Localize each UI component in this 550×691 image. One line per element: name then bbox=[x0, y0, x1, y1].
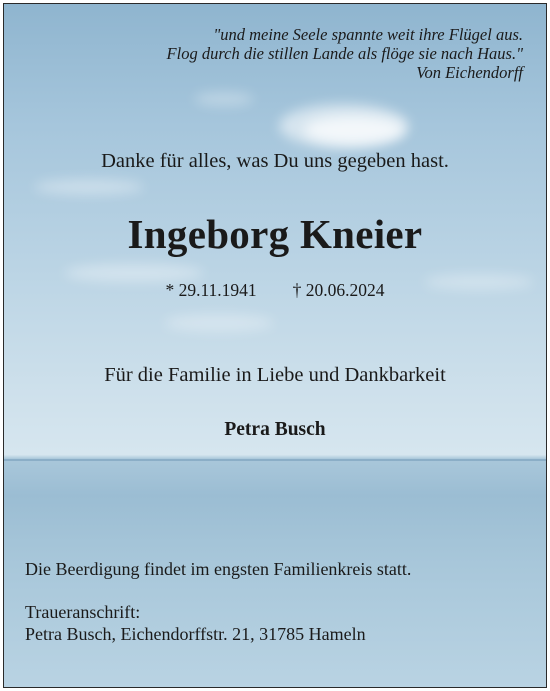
life-dates bbox=[4, 280, 546, 301]
poem-quote bbox=[167, 25, 523, 82]
deceased-name: Ingeborg Kneier bbox=[127, 211, 423, 257]
cloud-decoration bbox=[194, 92, 254, 106]
address-label: Traueranschrift: bbox=[25, 602, 141, 622]
cloud-decoration bbox=[34, 179, 144, 195]
quote-line-2: Flog durch die stillen Lande als flöge sie nach Haus." bbox=[166, 44, 523, 63]
cloud-decoration bbox=[304, 116, 404, 144]
quote-line-1: "und meine Seele spannte weit ihre Flügel aus. bbox=[213, 25, 523, 44]
quote-author: Von Eichendorff bbox=[416, 63, 523, 82]
sea-horizon bbox=[4, 459, 546, 461]
death-date: † 20.06.2024 bbox=[292, 280, 385, 300]
cloud-decoration bbox=[164, 314, 274, 332]
funeral-note: Die Beerdigung findet im engsten Familienkreis statt. bbox=[25, 559, 412, 579]
thanks-line: Danke für alles, was Du uns gegeben hast. bbox=[101, 150, 449, 172]
signer-name: Petra Busch bbox=[224, 419, 326, 440]
birth-date: * 29.11.1941 bbox=[165, 280, 257, 300]
mourning-address: Petra Busch, Eichendorffstr. 21, 31785 Hameln bbox=[25, 624, 366, 644]
family-line: Für die Familie in Liebe und Dankbarkeit bbox=[104, 364, 446, 386]
obituary-card bbox=[3, 3, 547, 688]
